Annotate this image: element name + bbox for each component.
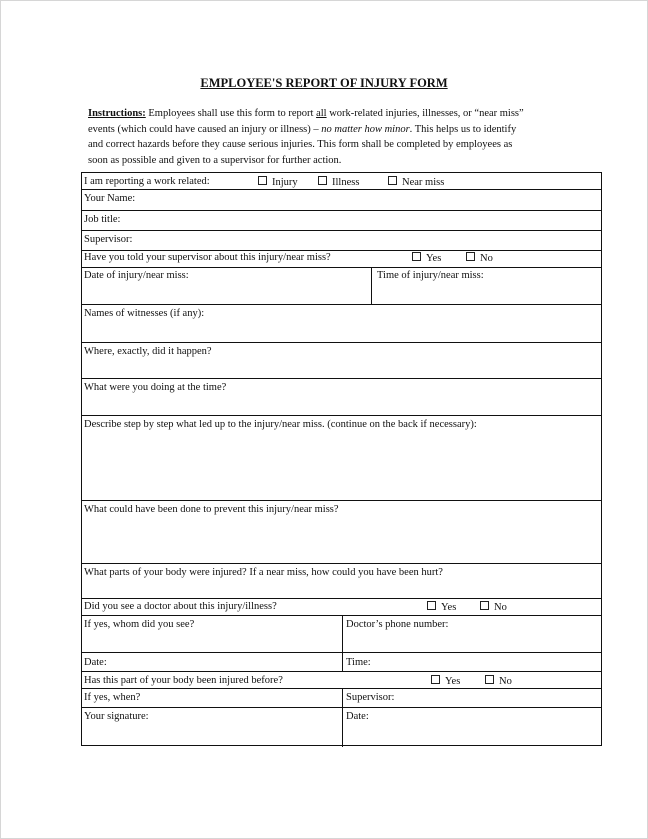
illness-option[interactable] [318,176,359,189]
signature-field[interactable]: Your signature: [84,711,149,722]
column-divider [371,267,372,304]
supervisor-2-field[interactable]: Supervisor: [346,692,395,703]
no-label: No [494,602,507,613]
supervisor-field[interactable]: Supervisor: [84,234,133,245]
row-divider [82,267,601,268]
instructions-text-1: Employees shall use this form to report [145,108,317,119]
row-divider [82,342,601,343]
told-supervisor-yes[interactable] [412,252,441,265]
illness-option-label: Illness [332,177,360,188]
row-divider [82,230,601,231]
instructions-text-2: work-related injuries, illnesses, or “near miss” events (which could have caused an injury or illness) – [88,108,524,135]
time-field[interactable]: Time: [346,657,371,668]
checkbox-icon[interactable] [258,176,267,185]
row-divider [82,563,601,564]
see-doctor-yes[interactable] [427,601,456,614]
row-divider [82,378,601,379]
no-label: No [499,676,512,687]
prevent-field[interactable]: What could have been done to prevent this injury/near miss? [84,504,339,515]
checkbox-icon[interactable] [427,601,436,610]
whom-field[interactable]: If yes, whom did you see? [84,619,195,630]
near-miss-option[interactable] [388,176,444,189]
instructions-emphasis: no matter how minor [321,123,410,135]
yes-label: Yes [426,253,442,264]
doing-field[interactable]: What were you doing at the time? [84,382,227,393]
doctor-phone-field[interactable]: Doctor’s phone number: [346,619,449,630]
date-of-injury-field[interactable]: Date of injury/near miss: [84,270,189,281]
instructions-text-3: . This helps us to identify and correct hazards before they cause serious injuries. This form shall be completed by employees as soon as possible and given to a supervisor for further action. [88,123,517,166]
time-of-injury-field[interactable]: Time of injury/near miss: [377,270,484,281]
injured-before-yes[interactable] [431,675,460,688]
yes-label: Yes [445,676,461,687]
injury-form-table [81,172,602,746]
where-field[interactable]: Where, exactly, did it happen? [84,346,212,357]
row-divider [82,415,601,416]
body-parts-field[interactable]: What parts of your body were injured? If a near miss, how could you have been hurt? [84,567,443,578]
reporting-label: I am reporting a work related: [84,176,210,187]
injured-before-no[interactable] [485,675,512,688]
near-miss-option-label: Near miss [402,177,445,188]
instructions-label: Instructions: [88,108,146,119]
witnesses-field[interactable]: Names of witnesses (if any): [84,308,205,319]
column-divider [342,615,343,671]
injury-option[interactable] [258,176,298,189]
checkbox-icon[interactable] [485,675,494,684]
row-divider [82,304,601,305]
row-divider [82,189,601,190]
no-label: No [480,253,493,264]
see-doctor-no[interactable] [480,601,507,614]
date-field[interactable]: Date: [84,657,107,668]
job-title-field[interactable]: Job title: [84,214,121,225]
injured-before-question: Has this part of your body been injured before? [84,675,283,686]
column-divider [342,688,343,747]
checkbox-icon[interactable] [480,601,489,610]
your-name-field[interactable]: Your Name: [84,193,136,204]
checkbox-icon[interactable] [431,675,440,684]
see-doctor-question: Did you see a doctor about this injury/illness? [84,601,277,612]
row-divider [82,210,601,211]
told-supervisor-question: Have you told your supervisor about this injury/near miss? [84,252,331,263]
checkbox-icon[interactable] [318,176,327,185]
instructions [88,106,533,168]
told-supervisor-no[interactable] [466,252,493,265]
row-divider [82,500,601,501]
form-title: EMPLOYEE'S REPORT OF INJURY FORM [200,76,448,90]
row-divider [82,598,601,599]
checkbox-icon[interactable] [388,176,397,185]
injury-option-label: Injury [272,177,298,188]
row-divider [82,250,601,251]
row-divider [82,671,601,672]
describe-field[interactable]: Describe step by step what led up to the injury/near miss. (continue on the back if necessary): [84,419,477,430]
checkbox-icon[interactable] [466,252,475,261]
yes-label: Yes [441,602,457,613]
if-yes-when-field[interactable]: If yes, when? [84,692,141,703]
date-2-field[interactable]: Date: [346,711,369,722]
instructions-all: all [316,108,327,119]
checkbox-icon[interactable] [412,252,421,261]
